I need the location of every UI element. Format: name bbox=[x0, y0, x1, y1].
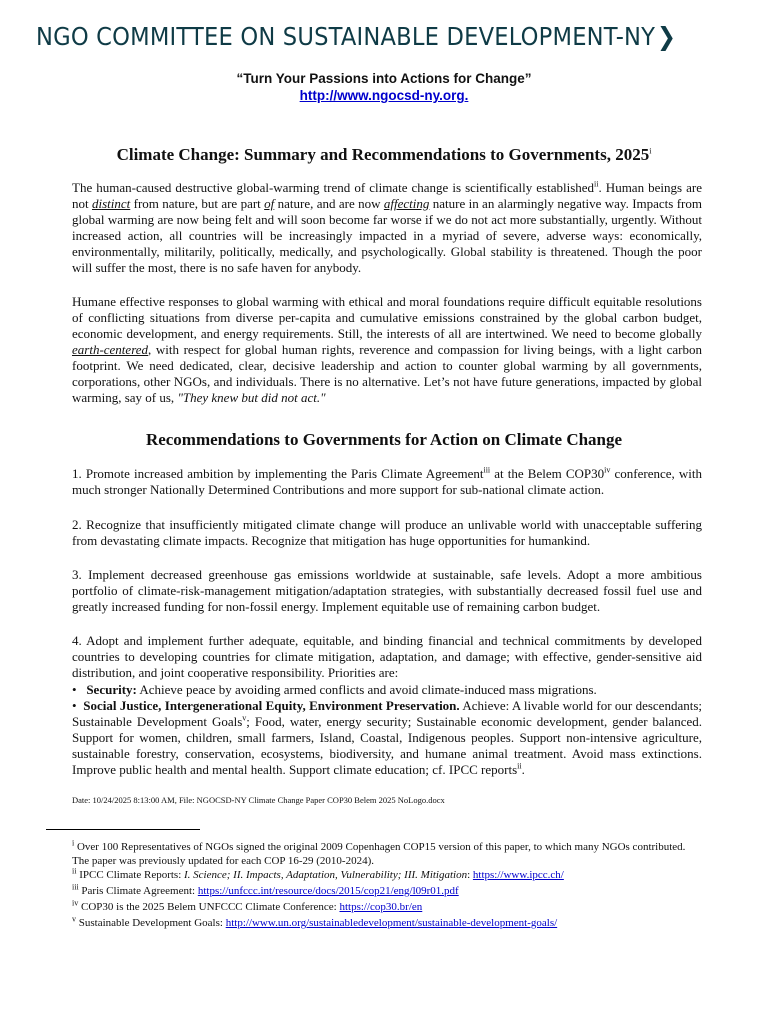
intro-p1-text-d: nature, and are now bbox=[274, 196, 384, 211]
website-line bbox=[0, 88, 768, 103]
footnote-text: Sustainable Development Goals: bbox=[76, 917, 226, 929]
footnote-mark: i bbox=[72, 838, 75, 848]
bullet-text-b: ; Food, water, energy security; Sustainable economic development, gender balanced. Support for women, children, small farmers, Island, Coastal, Indigenous peoples. Support non-intensive agriculture, sustainable forestry, conservation, ecosystems, biodiversity, and humane animal treatment. Avoid mass extinctions. Improve public health and mental health. Support climate education; cf. IPCC reports bbox=[72, 714, 702, 777]
intro-p2-text-a: Humane effective responses to global warming with ethical and moral foundations require difficult equitable resolutions of conflicting situations from diverse per-capita and cumulative emissions constrained by the global carbon budget, economic development, and energy requirements. Still, the interests of all are intertwined. We need to become globally bbox=[72, 294, 702, 341]
footnote-link-paris-agreement[interactable]: https://unfccc.int/resource/docs/2015/cop21/eng/l09r01.pdf bbox=[197, 885, 459, 897]
closing-quote: "They knew but did not act." bbox=[177, 390, 326, 405]
bullet-text: Achieve peace by avoiding armed conflicts and avoid climate-induced mass migrations. bbox=[136, 682, 597, 697]
intro-p1-text-c: from nature, but are part bbox=[130, 196, 265, 211]
footnote-link-sdgs[interactable]: http://www.un.org/sustainabledevelopment/sustainable-development-goals/ bbox=[225, 917, 558, 929]
recommendation-3: 3. Implement decreased greenhouse gas emissions worldwide at sustainable, safe levels. Adopt a more ambitious portfolio of climate-risk-management mitigation/adaptation strategies, with substantially decreased fossil fuel use and greatly increased funding for non-fossil energy. Implement equitable use of remaining carbon budget. bbox=[72, 567, 702, 614]
intro-p1-text-b: . Human beings are not bbox=[72, 180, 702, 211]
footnote-4 bbox=[72, 900, 702, 914]
footnote-ref[interactable]: iv bbox=[604, 465, 611, 475]
rec1-text-a: 1. Promote increased ambition by implementing the Paris Climate Agreement bbox=[72, 466, 484, 481]
footnote-mark: ii bbox=[72, 866, 77, 876]
recommendation-4: 4. Adopt and implement further adequate, equitable, and binding financial and technical commitments by developed countries to developing countries for climate mitigation, adaptation, and damage; with effective, gender-sensitive aid distribution, and joint cooperative responsibility. Priorities are: bbox=[72, 633, 702, 680]
footnote-text-b: : bbox=[467, 869, 473, 881]
rec1-text-b: at the Belem COP30 bbox=[490, 466, 605, 481]
bullet-label: Security: bbox=[86, 682, 137, 697]
bullet-label: Social Justice, Intergenerational Equity, Environment Preservation. bbox=[83, 698, 460, 713]
emphasis-earth-centered: earth-centered bbox=[72, 342, 149, 357]
footnote-italic: I. Science; II. Impacts, Adaptation, Vulnerability; III. Mitigation bbox=[184, 869, 468, 881]
recommendations-heading: Recommendations to Governments for Action on Climate Change bbox=[145, 430, 623, 449]
footnote-mark: iii bbox=[72, 882, 79, 892]
document-title bbox=[0, 145, 768, 165]
tagline: “Turn Your Passions into Actions for Change” bbox=[236, 71, 532, 86]
footnote-text: Paris Climate Agreement: bbox=[78, 885, 198, 897]
footnote-ref[interactable]: ii bbox=[517, 761, 522, 771]
footnote-3 bbox=[72, 884, 702, 898]
footnote-link-ipcc[interactable]: https://www.ipcc.ch/ bbox=[472, 869, 564, 881]
footnote-ref[interactable]: ii bbox=[594, 179, 599, 189]
org-masthead bbox=[36, 22, 688, 51]
intro-paragraph-2 bbox=[72, 294, 702, 406]
recommendation-2: 2. Recognize that insufficiently mitigated climate change will produce an unlivable world with unacceptable suffering from devastating climate impacts. Recognize that mitigation has huge opportunities for humankind. bbox=[72, 517, 702, 548]
priority-bullet-social-justice bbox=[72, 698, 702, 778]
bullet-icon: • bbox=[72, 682, 77, 697]
footnote-ref[interactable]: iii bbox=[483, 465, 491, 475]
title-footnote-ref[interactable]: i bbox=[649, 146, 652, 156]
intro-p1-text-e: nature in an alarmingly negative way. Impacts from global warming are now being felt and will soon become far worse if we do not act more substantially, urgently. Without increased action, all countries will be increasingly impacted in a myriad of severe, adverse ways: economically, environmentally, militarily, politically, medically, and psychologically. Global stability is threatened. Though the poor will suffer the most, there is no safe haven for anybody. bbox=[72, 196, 702, 275]
bullet-text-a: Achieve: A livable world for our descendants; Sustainable Development Goals bbox=[72, 698, 703, 729]
recommendation-1 bbox=[72, 466, 702, 498]
footnote-text: COP30 is the 2025 Belem UNFCCC Climate Conference: bbox=[78, 901, 340, 913]
footnote-mark: v bbox=[72, 914, 76, 924]
intro-p2-text-b: , with respect for global human rights, reverence and compassion for living beings, with a light carbon footprint. We need dedicated, clear, decisive leadership and action to counter global warming by all governments, corporations, other NGOs, and individuals. There is no alternative. Let’s not have future generations, impacted by global warming, say of us, bbox=[72, 342, 702, 405]
priority-bullet-security bbox=[72, 682, 702, 698]
footnote-mark: iv bbox=[72, 898, 79, 908]
footnote-link-cop30[interactable]: https://cop30.br/en bbox=[339, 901, 423, 913]
bullet-icon: • bbox=[72, 698, 77, 713]
footnote-text: Over 100 Representatives of NGOs signed the original 2009 Copenhagen COP15 version of this paper, to which many NGOs contributed. The paper was previously updated for each COP 16-29 (2010-2024). bbox=[72, 841, 686, 867]
footnote-separator bbox=[46, 829, 200, 830]
rec1-text-c: conference, with much stronger Nationally Determined Contributions and more support for sub-national climate action. bbox=[72, 466, 702, 497]
file-dateline: Date: 10/24/2025 8:13:00 AM, File: NGOCSD-NY Climate Change Paper COP30 Belem 2025 NoLogo.docx bbox=[72, 795, 445, 805]
website-link[interactable]: http://www.ngocsd-ny.org. bbox=[299, 88, 469, 103]
chevron-right-icon: ❯ bbox=[656, 22, 677, 51]
intro-paragraph-1 bbox=[72, 180, 702, 276]
footnote-text-a: IPCC Climate Reports: bbox=[76, 869, 185, 881]
emphasis-distinct: distinct bbox=[91, 196, 131, 211]
footnote-5 bbox=[72, 916, 702, 930]
footnote-2 bbox=[72, 868, 702, 882]
emphasis-affecting: affecting bbox=[383, 196, 430, 211]
footnote-ref[interactable]: v bbox=[242, 713, 247, 723]
org-name: NGO COMMITTEE ON SUSTAINABLE DEVELOPMENT-NY bbox=[36, 22, 656, 51]
document-title-text: Climate Change: Summary and Recommendations to Governments, 2025 bbox=[116, 145, 650, 164]
footnote-1 bbox=[72, 840, 702, 868]
bullet-text-c: . bbox=[521, 762, 525, 777]
emphasis-of: of bbox=[264, 196, 275, 211]
intro-p1-text-a: The human-caused destructive global-warming trend of climate change is scientifically established bbox=[72, 180, 595, 195]
